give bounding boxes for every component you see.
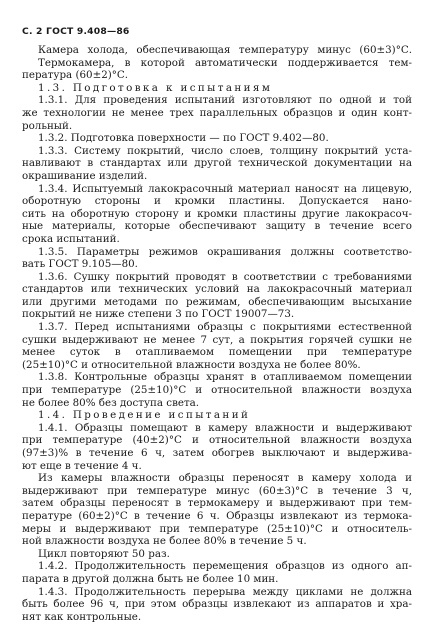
text-line: нят как контрольные. — [22, 610, 142, 623]
text-line: быть более 96 ч, при этом образцы извлекают из аппаратов и хра- — [22, 598, 412, 611]
text-line: окрашивание изделий. — [22, 169, 148, 182]
text-line: срока испытаний. — [22, 232, 120, 245]
page-header: С. 2 ГОСТ 9.408—86 — [22, 26, 130, 37]
text-line: пературе (60±2)°С в течение 6 ч. Образцы извлекают из термока- — [22, 509, 412, 522]
text-line: 1.3.2. Подготовка поверхности — по ГОСТ 9.402—80. — [38, 132, 329, 145]
text-line: вать ГОСТ 9.105—80. — [22, 258, 138, 271]
section-heading: 1.3. Подготовка к испытаниям — [38, 81, 273, 94]
text-line: рольный. — [22, 119, 73, 132]
text-line: при температуре (40±2)°С и относительной влажности воздуха — [22, 434, 412, 447]
text-line: ют еще в течение 4 ч. — [22, 459, 142, 472]
text-line: покрытий не ниже степени 3 по ГОСТ 19007—73. — [22, 308, 295, 321]
text-line: Камера холода, обеспечивающая температуру минус (60±3)°С. — [38, 44, 412, 56]
text-line: выдерживают при температуре минус (60±3)°С в течение 3 ч, — [22, 484, 412, 497]
text-line: 1.3.1. Для проведения испытаний изготовляют по одной и той — [38, 94, 412, 107]
text-line: стандартов или технических условий на лакокрасочный материал — [22, 283, 412, 296]
text-line: Из камеры влажности образцы переносят в камеру холода и — [38, 472, 412, 485]
text-line: 1.3.7. Перед испытаниями образцы с покрытиями естественной — [38, 321, 412, 334]
text-line: 1.4.1. Образцы помещают в камеру влажности и выдерживают — [38, 421, 412, 434]
text-line: (97±3)% в течение 6 ч, затем обогрев выключают и выдержива- — [22, 447, 412, 459]
text-line: или другими методами по режимам, обеспечивающим высыхание — [22, 295, 412, 308]
text-line: ные материалы, которые обеспечивают защиту в течение всего — [22, 220, 412, 233]
text-line: 1.3.8. Контрольные образцы хранят в отапливаемом помещении — [38, 371, 412, 384]
text-line: сить на оборотную сторону и кромки пластины другие лакокрасоч- — [22, 207, 412, 220]
text-line: (25±10)°С и относительной влажности воздуха не более 80%. — [22, 358, 361, 371]
text-line: сушки выдерживают не менее 7 сут, а покрытия горячей сушки не — [22, 333, 412, 346]
text-line: менее суток в отапливаемом помещении при температуре — [22, 346, 412, 359]
text-line: меры и выдерживают при температуре (25±10)°С и относитель- — [22, 522, 412, 535]
text-line: не более 80% без доступа света. — [22, 396, 200, 409]
text-line: Цикл повторяют 50 раз. — [38, 547, 170, 560]
text-line: 1.3.4. Испытуемый лакокрасочный материал наносят на лицевую, — [38, 182, 412, 195]
text-line: 1.3.6. Сушку покрытий проводят в соответствии с требованиями — [38, 270, 412, 283]
text-line: ной влажности воздуха не более 80% в течение 5 ч. — [22, 535, 307, 548]
text-line: 1.3.5. Параметры режимов окрашивания должны соответство- — [38, 245, 412, 258]
text-line: же технологии не менее трех параллельных образцов и один конт- — [22, 106, 412, 119]
text-line: оборотную стороны и кромки пластины. Допускается нано- — [22, 195, 412, 208]
text-line: затем образцы переносят в термокамеру и выдерживают при тем- — [22, 497, 412, 510]
text-line: 1.4.2. Продолжительность перемещения образцов из одного ап- — [38, 560, 412, 573]
document-body — [22, 44, 412, 623]
text-line: парата в другой должна быть не более 10 мин. — [22, 572, 279, 585]
text-line: 1.4.3. Продолжительность перерыва между циклами не должна — [38, 585, 412, 598]
section-heading: 1.4. Проведение испытаний — [38, 409, 251, 422]
text-line: 1.3.3. Систему покрытий, число слоев, толщину покрытий уста- — [38, 144, 412, 157]
text-line: при температуре (25±10)°С и относительной влажности воздуха — [22, 384, 412, 397]
text-line: пература (60±2)°С. — [22, 69, 129, 82]
text-line: навливают в стандартах или другой технической документации на — [22, 157, 412, 170]
text-line: Термокамера, в которой автоматически поддерживается тем- — [38, 56, 412, 69]
